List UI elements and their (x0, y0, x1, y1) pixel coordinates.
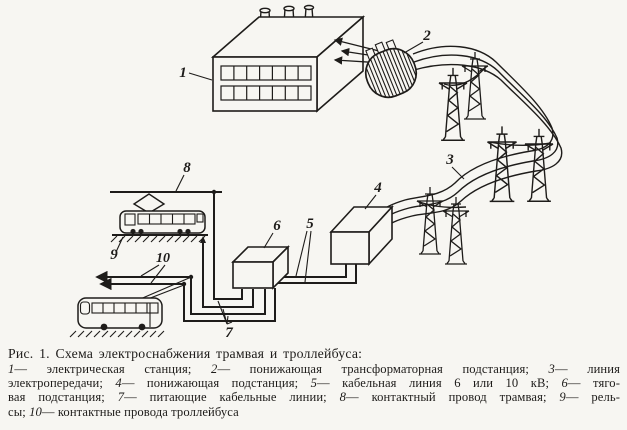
caption-line: вая подстанция; 7— питающие кабельные линии; 8— контактный провод трамвая; 9— рель- (8, 390, 620, 405)
ground-hatch (70, 331, 164, 337)
pantograph-icon (134, 194, 164, 213)
power-station (213, 6, 363, 112)
tower-icon (439, 68, 467, 140)
tram (110, 190, 222, 242)
traction-substation (233, 247, 288, 288)
transmission-towers (417, 52, 553, 264)
callout-8: 8 (183, 160, 191, 176)
callout-4: 4 (374, 180, 382, 196)
callout-10: 10 (156, 251, 170, 266)
step-down-substation (331, 207, 392, 264)
callout-9: 9 (110, 247, 118, 263)
callout-5: 5 (306, 216, 314, 232)
trolleybus (70, 275, 193, 337)
ground-hatch (111, 236, 205, 242)
figure-caption (8, 346, 620, 419)
callout-3: 3 (446, 152, 454, 168)
transformer (356, 34, 423, 104)
caption-line: 1— электрическая станция; 2— понижающая трансформаторная подстанция; 3— линия (8, 362, 620, 376)
callout-2: 2 (423, 28, 431, 44)
tower-icon (487, 126, 516, 201)
caption-line: сы; 10— контактные провода троллейбуса (8, 404, 239, 419)
caption-line: электропередачи; 4— понижающая подстанция; 5— кабельная линия 6 или 10 кВ; 6— тяго- (8, 376, 621, 391)
tower-icon (525, 129, 553, 201)
cable-6-10kv (278, 264, 356, 283)
callout-7: 7 (225, 325, 233, 341)
feeder-trolley-lower (184, 284, 275, 321)
callout-6: 6 (273, 218, 281, 234)
callout-1: 1 (179, 65, 187, 81)
figure-caption-title: Рис. 1. Схема электроснабжения трамвая и троллейбуса: (8, 346, 363, 361)
trolleybus-body (78, 298, 162, 328)
